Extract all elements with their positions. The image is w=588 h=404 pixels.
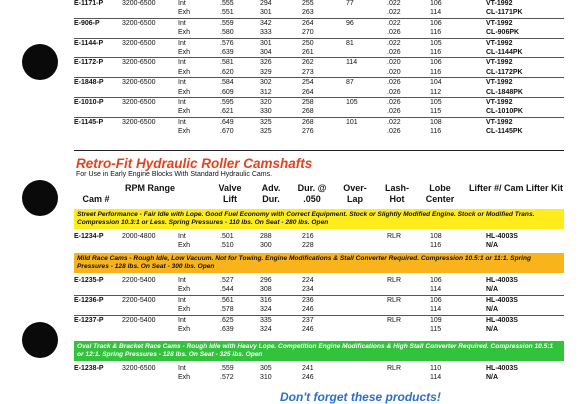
table-row [74,127,564,136]
cell-ovl: 105 [346,98,358,106]
cell-adv: 324 [260,306,272,314]
cell-adv: 324 [260,325,272,333]
cell-cam: E-1235-P [74,277,104,284]
table-row [74,276,564,285]
cell-dur: 246 [302,374,314,382]
cell-io: Int [178,98,186,106]
cell-dur: 258 [302,98,314,106]
cell-valve: .609 [220,88,234,96]
cell-lifter: HL-4003S [486,233,518,240]
cell-valve: .595 [220,98,234,106]
cell-dur: 268 [302,118,314,126]
cell-adv: 302 [260,79,272,87]
cell-adv: 300 [260,242,272,250]
table-row [74,0,564,8]
cell-lobe: 114 [430,306,442,314]
cell-adv: 304 [260,48,272,56]
table-row [74,39,564,48]
cell-rpm: 3200-6500 [122,365,156,372]
cell-dur: 234 [302,286,314,294]
cell-dur: 268 [302,108,314,116]
cell-io: Int [178,365,186,372]
cell-io: Int [178,0,186,7]
cell-cam: E-1237-P [74,316,104,324]
table-row [74,232,564,241]
cell-dur: 273 [302,68,314,76]
table-row [74,88,564,97]
cell-adv: 294 [260,0,272,7]
cell-adv: 330 [260,108,272,116]
cell-lifter: HL-4003S [486,365,518,372]
cell-cam: E-1145-P [74,118,104,126]
cell-valve: .625 [220,316,234,324]
banner-street-performance: Street Performance - Fair Idle with Lope. Good Fuel Economy with Correct Equipment. Stock or Slightly Modified Engine. Stock or Modified Trans. Compression 10.3:1 or Less. Spring Pressures - 110 lbs. On Seat - 280 lbs. Open [74,209,564,229]
cell-lifter: VT-1992 [486,79,513,87]
cell-adv: 333 [260,29,272,37]
cell-lifter: CL-1145PK [486,128,523,136]
cell-lifter: CL-1848PK [486,88,523,96]
cell-lash: .026 [387,88,401,96]
cell-adv: 326 [260,59,272,67]
cell-valve: .527 [220,277,234,284]
table-row [74,241,564,250]
cell-lifter: CL-1010PK [486,108,523,116]
cell-valve: .510 [220,242,234,250]
banner-mild-race: Mild Race Cams - Rough Idle, Low Vacuum. Not for Towing. Engine Modifications & Stall Converter Required. Compression 10.5:1 or 11:1. Spring Pressures - 128 lbs. On Seat - 300 lbs. Open [74,253,564,273]
cell-io: Int [178,118,186,126]
cell-rpm: 3200-6500 [122,19,156,27]
cell-lobe: 116 [430,29,442,37]
cell-lobe: 106 [430,59,442,67]
cell-lash: .026 [387,128,401,136]
cell-io: Int [178,296,186,304]
cell-valve: .501 [220,233,234,240]
cell-dur: 263 [302,9,314,17]
cell-lash: .022 [387,9,401,17]
cell-adv: 320 [260,98,272,106]
table-row [74,28,564,37]
cell-io: Exh [178,306,191,314]
cell-io: Exh [178,286,191,294]
cell-valve: .559 [220,365,234,372]
top-cam-table [74,0,564,136]
cell-lash: RLR [387,316,402,324]
cell-adv: 301 [260,9,272,17]
cell-adv: 329 [260,68,272,76]
cell-valve: .578 [220,306,234,314]
cell-ovl: 101 [346,118,358,126]
cell-io: Int [178,233,186,240]
cell-rpm: 2200-5400 [122,277,156,284]
cell-io: Exh [178,242,191,250]
table-row [74,107,564,116]
banner-oval-track: Oval Track & Bracket Race Cams - Rough Idle with Heavy Lope. Competition Engine Modifications & High Stall Converter Required. Compression 10.5:1 or 12:1. Spring Pressures - 128 lbs. On Seat - 325 lbs. Open [74,341,564,361]
cell-lobe: 105 [430,39,442,47]
cell-lobe: 116 [430,48,442,56]
cell-lash: .020 [387,59,401,67]
cell-adv: 308 [260,286,272,294]
cell-valve: .561 [220,296,234,304]
header-lash-hot: Lash- Hot [384,183,409,204]
cell-cam: E-1234-P [74,233,104,240]
header-cam: Cam # [82,194,110,204]
cell-io: Exh [178,68,191,76]
cell-io: Int [178,277,186,284]
table-row [74,58,564,67]
cell-lobe: 114 [430,286,442,294]
cell-valve: .576 [220,39,234,47]
cell-rpm: 3200-6500 [122,39,156,47]
cell-io: Exh [178,29,191,37]
cell-io: Exh [178,108,191,116]
binder-hole-3 [22,322,58,358]
cell-cam: E-906-P [74,19,100,27]
cell-lash: .026 [387,79,401,87]
table-row [74,305,564,314]
cell-lobe: 115 [430,325,442,333]
cell-dur: 270 [302,29,314,37]
cell-dur: 228 [302,242,314,250]
cell-lobe: 114 [430,9,442,17]
cell-io: Exh [178,88,191,96]
header-rpm: RPM Range [124,183,175,193]
cell-lash: .020 [387,68,401,76]
cell-lobe: 104 [430,79,442,87]
cell-valve: .580 [220,29,234,37]
cell-io: Exh [178,325,191,333]
cell-cam: E-1172-P [74,59,104,67]
oval-cam-table [74,364,564,383]
header-lifter-kit: Lifter #/ Cam Lifter Kit [468,183,563,193]
cell-lobe: 109 [430,316,442,324]
cell-lifter: N/A [486,286,499,294]
cell-cam: E-1236-P [74,296,104,304]
table-row [74,8,564,17]
cell-dur: 261 [302,48,314,56]
cell-ovl: 81 [346,39,354,47]
cell-rpm: 2000-4800 [122,233,156,240]
cell-valve: .639 [220,325,234,333]
cell-lifter: N/A [486,242,499,250]
header-lobe-center: Lobe Center [425,183,455,204]
cell-lobe: 116 [430,242,442,250]
cell-io: Int [178,79,186,87]
cell-lobe: 116 [430,128,442,136]
cell-io: Exh [178,128,191,136]
cell-lobe: 106 [430,0,442,7]
cell-lash: .026 [387,108,401,116]
cell-dur: 236 [302,296,314,304]
promo-heading: Don't forget these products! [280,390,441,404]
cell-lobe: 105 [430,98,442,106]
table-row [74,316,564,325]
cell-adv: 301 [260,39,272,47]
cell-dur: 255 [302,0,314,7]
cell-lash: .026 [387,29,401,37]
cell-adv: 342 [260,19,272,27]
cell-lobe: 116 [430,68,442,76]
cell-lifter: VT-1992 [486,39,513,47]
header-adv-dur: Adv. Dur. [261,183,281,204]
table-bottom-rule [74,150,564,151]
cell-lobe: 106 [430,277,442,284]
cell-valve: .544 [220,286,234,294]
cell-io: Int [178,39,186,47]
cell-lash: .022 [387,0,401,7]
cell-io: Int [178,316,186,324]
cell-lobe: 108 [430,233,442,240]
cell-adv: 335 [260,316,272,324]
table-row [74,118,564,127]
table-row [74,364,564,373]
binder-hole-2 [22,180,58,216]
cell-lifter: N/A [486,374,499,382]
cell-ovl: 114 [346,59,358,67]
cell-lifter: CL-1144PK [486,48,523,56]
cell-valve: .581 [220,59,234,67]
cell-rpm: 2200-5400 [122,316,156,324]
cell-lash: .022 [387,118,401,126]
cell-lash: RLR [387,296,402,304]
cell-lash: .022 [387,19,401,27]
cell-lifter: HL-4003S [486,296,518,304]
section-subtitle: For Use in Early Engine Blocks With Standard Hydraulic Cams. [76,171,273,178]
cell-valve: .551 [220,9,234,17]
cell-lifter: N/A [486,325,499,333]
cell-lifter: HL-4003S [486,316,518,324]
cell-io: Exh [178,9,191,17]
cell-ovl: 77 [346,0,354,7]
table-row [74,98,564,107]
cell-ovl: 96 [346,19,354,27]
cell-lobe: 106 [430,19,442,27]
cell-lifter: VT-1992 [486,118,513,126]
cell-io: Int [178,59,186,67]
cell-adv: 325 [260,118,272,126]
cell-adv: 296 [260,277,272,284]
cell-valve: .621 [220,108,234,116]
cell-io: Exh [178,48,191,56]
cell-lifter: VT-1992 [486,0,513,7]
cell-rpm: 3200-6500 [122,79,156,87]
cell-adv: 312 [260,88,272,96]
cell-lifter: CL-1171PK [486,9,523,17]
cell-dur: 246 [302,306,314,314]
cell-rpm: 3200-6500 [122,0,156,7]
table-row [74,19,564,28]
cell-rpm: 3200-6500 [122,98,156,106]
header-dur-050: Dur. @ .050 [297,183,327,204]
cell-dur: 262 [302,59,314,67]
cell-adv: 305 [260,365,272,372]
header-valve-lift: Valve Lift [218,183,242,204]
cell-lobe: 114 [430,374,442,382]
cell-lifter: VT-1992 [486,59,513,67]
cell-lobe: 112 [430,88,442,96]
cell-lobe: 110 [430,365,442,372]
cell-rpm: 2200-5400 [122,296,156,304]
cell-lifter: VT-1992 [486,19,513,27]
binder-hole-1 [22,44,58,80]
cell-valve: .555 [220,0,234,7]
cell-io: Exh [178,374,191,382]
cell-valve: .620 [220,68,234,76]
cell-lobe: 106 [430,296,442,304]
table-row [74,285,564,294]
header-overlap: Over- Lap [343,183,367,204]
cell-valve: .670 [220,128,234,136]
cell-dur: 264 [302,88,314,96]
cell-adv: 316 [260,296,272,304]
cell-lifter: N/A [486,306,499,314]
table-row [74,68,564,77]
cell-ovl: 87 [346,79,354,87]
cell-dur: 250 [302,39,314,47]
cell-lobe: 108 [430,118,442,126]
cell-cam: E-1171-P [74,0,104,7]
cell-cam: E-1848-P [74,79,104,87]
cell-lifter: CL-906PK [486,29,520,37]
cell-lobe: 115 [430,108,442,116]
cell-io: Int [178,19,186,27]
cell-lash: .026 [387,48,401,56]
street-cam-table [74,232,564,251]
cell-valve: .572 [220,374,234,382]
table-row [74,48,564,57]
cell-lash: .026 [387,98,401,106]
cell-lash: .022 [387,39,401,47]
cell-dur: 237 [302,316,314,324]
mild-cam-table [74,276,564,334]
cell-valve: .584 [220,79,234,87]
cell-dur: 276 [302,128,314,136]
table-row [74,78,564,87]
cell-lifter: HL-4003S [486,277,518,284]
cell-adv: 310 [260,374,272,382]
cell-dur: 254 [302,79,314,87]
cell-lifter: CL-1172PK [486,68,523,76]
cell-rpm: 3200-6500 [122,59,156,67]
cell-cam: E-1010-P [74,98,104,106]
table-row [74,296,564,305]
cell-lifter: VT-1992 [486,98,513,106]
cell-adv: 325 [260,128,272,136]
cell-lash: RLR [387,233,402,240]
cell-lash: RLR [387,277,402,284]
cell-valve: .559 [220,19,234,27]
table-row [74,373,564,382]
cell-dur: 264 [302,19,314,27]
cell-dur: 216 [302,233,314,240]
cell-cam: E-1238-P [74,365,104,372]
cell-valve: .639 [220,48,234,56]
cell-adv: 288 [260,233,272,240]
cell-dur: 224 [302,277,314,284]
cell-lash: RLR [387,365,402,372]
cell-dur: 241 [302,365,314,372]
cell-valve: .649 [220,118,234,126]
cell-rpm: 3200-6500 [122,118,156,126]
section-title: Retro-Fit Hydraulic Roller Camshafts [76,156,313,171]
cell-cam: E-1144-P [74,39,104,47]
cell-dur: 246 [302,325,314,333]
table-row [74,325,564,334]
